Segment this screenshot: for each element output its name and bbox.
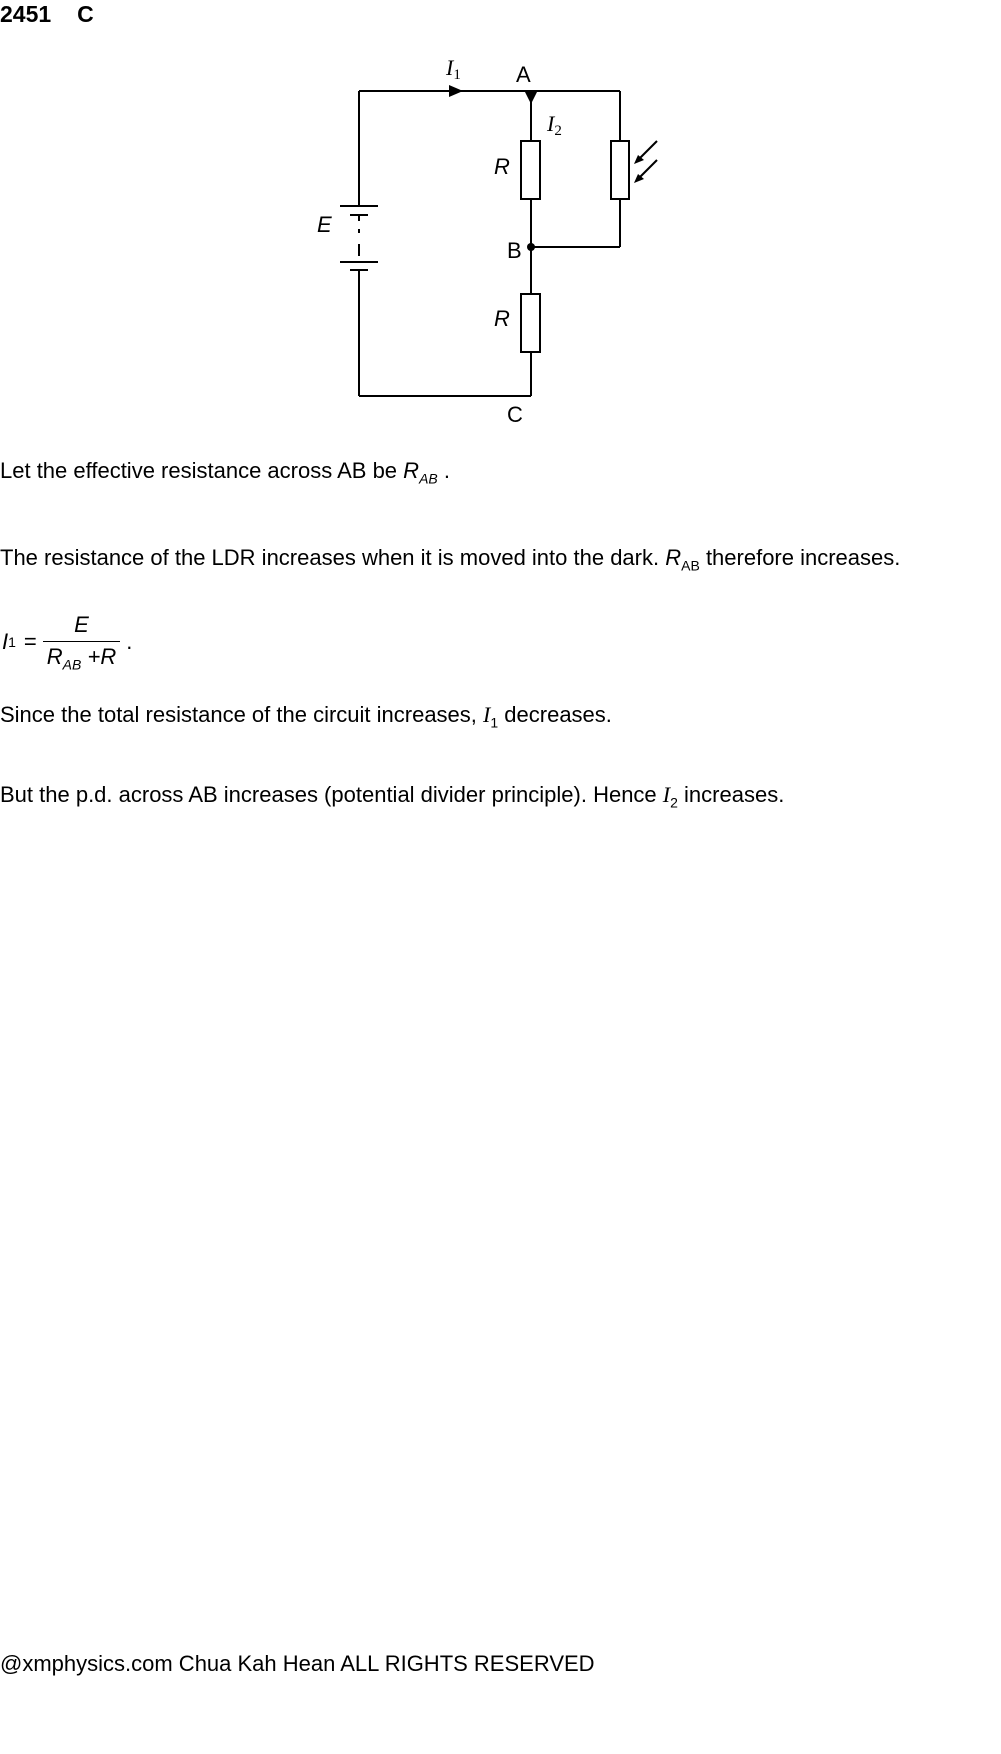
i2-arrowhead [525, 92, 537, 104]
answer-letter: C [77, 1, 94, 27]
line-total-resistance: Since the total resistance of the circuit increases, $I_1$ decreases. [0, 702, 612, 731]
node-b [527, 243, 535, 251]
line-ldr-resistance: The resistance of the LDR increases when it is moved into the dark. $R_{AB}$ therefore increases. [0, 545, 901, 574]
label-b: B [507, 238, 522, 263]
formula-fraction: $\frac{E}{R_{AB} +R}$ [43, 612, 120, 672]
line-potential-divider: But the p.d. across AB increases (potential divider principle). Hence $I_2$ increases. [0, 782, 785, 811]
resistor-top [521, 141, 540, 199]
label-c: C [507, 402, 523, 427]
line-effective-resistance: Let the effective resistance across AB be $R_{AB}$ . [0, 458, 450, 487]
battery-icon [340, 206, 378, 270]
label-r-top: R [494, 154, 510, 179]
question-number: 2451 [0, 1, 52, 27]
label-i1: I1 [446, 55, 461, 83]
label-e: E [317, 212, 332, 237]
resistor-bottom [521, 294, 540, 352]
label-r-bottom: R [494, 306, 510, 331]
current-formula: I 1 = $\frac{E}{R_{AB} +R}$ . [2, 612, 133, 673]
i1-arrowhead [449, 85, 463, 97]
circuit-diagram [0, 0, 1001, 440]
copyright-footer: @xmphysics.com Chua Kah Hean ALL RIGHTS RESERVED [0, 1651, 595, 1676]
label-a: A [516, 62, 531, 87]
label-i2: I2 [547, 111, 562, 139]
ldr [611, 141, 629, 199]
